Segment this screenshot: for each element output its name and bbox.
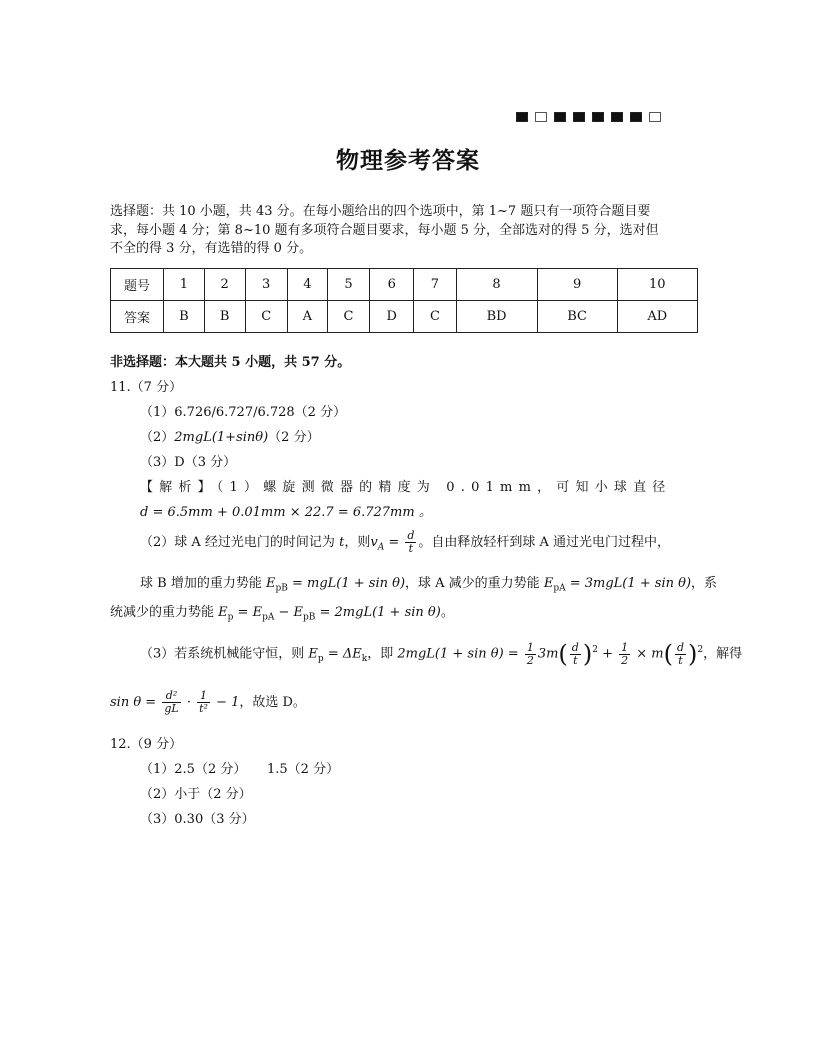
analysis-part-2-line-2 bbox=[140, 572, 717, 594]
fraction bbox=[619, 642, 630, 667]
var-v: v bbox=[370, 535, 378, 550]
subscript: p bbox=[317, 654, 324, 665]
analysis-part-2-line-1 bbox=[140, 530, 670, 555]
denominator: t² bbox=[199, 702, 208, 715]
denominator: t bbox=[678, 653, 683, 667]
analysis-formula-diameter: d = 6.5mm + 0.01mm × 22.7 = 6.727mm 。 bbox=[140, 505, 432, 520]
table-cell: 3 bbox=[245, 269, 287, 301]
square-empty bbox=[535, 112, 547, 122]
analysis-part-2-line-3 bbox=[110, 601, 454, 623]
table-cell: B bbox=[164, 301, 205, 333]
numerator: d bbox=[676, 640, 685, 654]
var-E: E bbox=[308, 646, 318, 662]
mcq-intro-line: 求，每小题 4 分；第 8~10 题有多项符合题目要求，每小题 5 分，全部选对的得 5 分，选对但 bbox=[110, 222, 659, 238]
numerator: 1 bbox=[197, 690, 210, 703]
subscript: p bbox=[227, 612, 234, 623]
text: （3）若系统机械能守恒，则 bbox=[140, 646, 305, 662]
q11-label: 11.（7 分） bbox=[110, 380, 183, 395]
table-cell: 7 bbox=[414, 269, 456, 301]
table-cell: AD bbox=[617, 301, 697, 333]
analysis-part-3-line-1: （3）若系统机械能守恒，则 $E_p = \Delta E_k$，即 2mgL(1 + sin θ) = $\frac{1}{2}$ 3m( $\frac{d}{t}$ )$^2$ + $\frac{1}{2}$ × m( $\frac{d}{t}$ )$^2$，解得 bbox=[140, 640, 743, 668]
q11-answer-2 bbox=[140, 426, 320, 445]
table-cell: C bbox=[414, 301, 456, 333]
text: 球 B 增加的重力势能 bbox=[140, 576, 262, 591]
square-filled bbox=[630, 112, 642, 122]
numerator: 1 bbox=[621, 640, 629, 654]
text: 统减少的重力势能 bbox=[110, 605, 215, 620]
answer-prefix: （2） bbox=[140, 430, 175, 445]
analysis-heading: 【解析】（1）螺旋测微器的精度为 0.01mm，可知小球直径 bbox=[140, 480, 672, 495]
q12-answer-1b: 1.5（2 分） bbox=[267, 762, 340, 777]
expression: = 2mgL(1 + sin θ) bbox=[315, 605, 441, 620]
denominator: gL bbox=[164, 702, 179, 715]
numerator: d² bbox=[162, 690, 180, 703]
square-filled bbox=[516, 112, 528, 122]
table-cell: 4 bbox=[287, 269, 327, 301]
text: ，解得 bbox=[703, 646, 743, 662]
var-t: t bbox=[339, 535, 345, 550]
q12-label: 12.（9 分） bbox=[110, 737, 183, 752]
non-mcq-heading: 非选择题：本大题共 5 小题，共 57 分。 bbox=[110, 355, 351, 370]
text: ，故选 D。 bbox=[239, 695, 306, 710]
var-E: E bbox=[543, 576, 554, 591]
table-cell: C bbox=[327, 301, 369, 333]
answer-expression: 2mgL(1+sinθ) bbox=[174, 430, 269, 445]
table-cell: 9 bbox=[537, 269, 617, 301]
analysis-part-3-line-2 bbox=[110, 690, 306, 715]
var-E: E bbox=[265, 576, 276, 591]
fraction bbox=[162, 690, 180, 715]
expression: 2mgL(1 + sin θ) = bbox=[397, 646, 523, 662]
table-cell: BC bbox=[537, 301, 617, 333]
answer-score: （2 分） bbox=[268, 430, 320, 445]
subscript: pB bbox=[303, 612, 316, 623]
subscript: pA bbox=[262, 612, 275, 623]
text: 。 bbox=[440, 605, 454, 620]
expression: = E bbox=[233, 605, 263, 620]
table-cell: 6 bbox=[370, 269, 414, 301]
table-header-cell: 答案 bbox=[111, 301, 164, 333]
exponent: 2 bbox=[697, 645, 704, 656]
text: ，球 A 减少的重力势能 bbox=[405, 576, 540, 591]
fraction bbox=[197, 690, 210, 715]
answer-table bbox=[110, 268, 698, 333]
q11-answer-3: （3）D（3 分） bbox=[140, 455, 237, 470]
operator: · bbox=[182, 695, 196, 710]
table-cell: A bbox=[287, 301, 327, 333]
text: ，系 bbox=[691, 576, 718, 591]
expression: = 3mgL(1 + sin θ) bbox=[565, 576, 692, 591]
subscript: pA bbox=[553, 583, 566, 594]
text: 。自由释放轻杆到球 A 通过光电门过程中， bbox=[418, 535, 671, 550]
square-filled bbox=[554, 112, 566, 122]
table-cell: C bbox=[245, 301, 287, 333]
denominator: 2 bbox=[526, 653, 534, 667]
q12-answer-2: （2）小于（2 分） bbox=[140, 787, 252, 802]
numerator: d bbox=[407, 529, 415, 542]
table-cell: D bbox=[370, 301, 414, 333]
expression: sin θ = bbox=[110, 695, 161, 710]
denominator: t bbox=[408, 542, 414, 555]
expression: = ΔE bbox=[323, 646, 362, 662]
expression: = mgL(1 + sin θ) bbox=[287, 576, 406, 591]
table-cell: 8 bbox=[456, 269, 537, 301]
fraction bbox=[675, 642, 686, 667]
table-cell: 10 bbox=[617, 269, 697, 301]
q11-answer-1: （1）6.726/6.727/6.728（2 分） bbox=[140, 405, 347, 420]
square-filled bbox=[592, 112, 604, 122]
square-empty bbox=[649, 112, 661, 122]
table-cell: BD bbox=[456, 301, 537, 333]
fraction bbox=[525, 642, 536, 667]
q12-answer-1: （1）2.5（2 分） bbox=[140, 762, 247, 777]
denominator: 2 bbox=[621, 653, 629, 667]
text: （2）球 A 经过光电门的时间记为 bbox=[140, 535, 335, 550]
table-row-answers bbox=[111, 301, 698, 333]
expression: − E bbox=[274, 605, 303, 620]
denominator: t bbox=[573, 653, 578, 667]
operator: + bbox=[597, 646, 618, 662]
table-cell: 2 bbox=[204, 269, 245, 301]
mcq-intro-line: 选择题：共 10 小题，共 43 分。在每小题给出的四个选项中，第 1~7 题只有一项符合题目要 bbox=[110, 204, 651, 219]
table-cell: 1 bbox=[164, 269, 205, 301]
square-filled bbox=[573, 112, 585, 122]
exponent: 2 bbox=[592, 645, 598, 656]
mcq-intro-line: 不全的得 3 分，有选错的得 0 分。 bbox=[110, 241, 313, 256]
q12-answer-3: （3）0.30（3 分） bbox=[140, 812, 255, 827]
text: ，即 bbox=[367, 646, 394, 662]
expression: − 1 bbox=[211, 695, 240, 710]
fraction bbox=[405, 530, 416, 555]
numerator: d bbox=[571, 640, 579, 654]
table-cell: 5 bbox=[327, 269, 369, 301]
table-header-cell: 题号 bbox=[111, 269, 164, 301]
subscript: A bbox=[377, 542, 385, 553]
numerator: 1 bbox=[526, 640, 534, 654]
fraction bbox=[570, 642, 581, 667]
expression: × m bbox=[632, 646, 664, 662]
page-title: 物理参考答案 bbox=[336, 147, 480, 174]
table-row-numbers bbox=[111, 269, 698, 301]
equals: = bbox=[384, 535, 404, 550]
square-filled bbox=[611, 112, 623, 122]
table-cell: B bbox=[204, 301, 245, 333]
text: ，则 bbox=[344, 535, 371, 550]
header-decoration bbox=[516, 112, 661, 122]
mcq-intro bbox=[110, 203, 704, 259]
subscript: pB bbox=[275, 583, 288, 594]
subscript: k bbox=[361, 654, 368, 665]
var-E: E bbox=[218, 605, 228, 620]
expression: 3m bbox=[537, 646, 559, 662]
